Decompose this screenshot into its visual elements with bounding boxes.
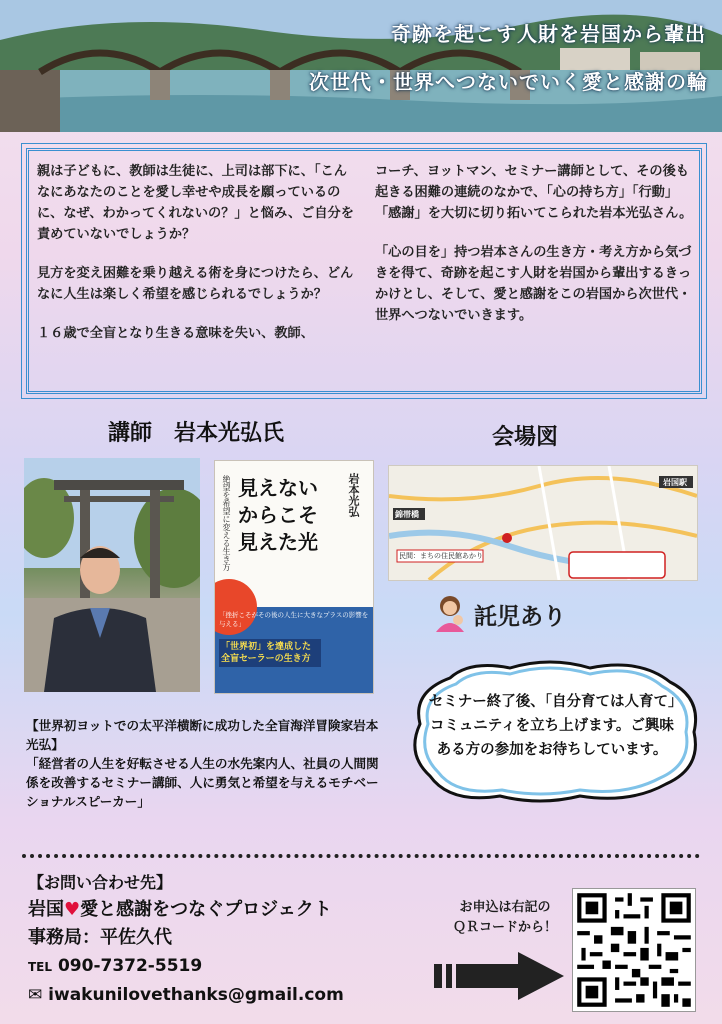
hero-headline: 奇跡を起こす人財を岩国から輩出 — [391, 22, 706, 46]
contact-heading: 【お問い合わせ先】 — [28, 873, 173, 892]
intro-paragraph: 「心の目を」持つ岩本さんの生き方・考え方から気づきを得て、奇跡を起こす人財を岩国から輩出するきっかけとし、そして、愛と感謝をこの岩国から次世代・世界へつないでいきます。 — [375, 245, 692, 323]
apply-note — [430, 898, 580, 938]
book-cover — [214, 460, 374, 694]
phone-number[interactable]: 090-7372-5519 — [57, 956, 203, 976]
email-line — [28, 981, 344, 1009]
email-address[interactable]: iwakunilovethanks@gmail.com — [48, 985, 344, 1005]
intro-paragraph: コーチ、ヨットマン、セミナー講師として、その後も起きる困難の連続のなかで、「心の持ち方」「行動」「感謝」を大切に切り拓いてこられた岩本光弘さん。 — [375, 164, 693, 221]
org-prefix: 岩国 — [28, 899, 64, 920]
map-label-venue: 錦帯橋 — [395, 510, 419, 519]
venue-title: 会場図 — [492, 425, 559, 450]
book-subtitle: 絶望を希望に変える生き方 — [222, 475, 231, 571]
childcare-text: セミナー終了後、「自分育ては人育て」コミュニティを立ち上げます。ご興味ある方の参加をお待ちしています。 — [428, 694, 676, 758]
lecturer-title: 講師 岩本光弘氏 — [108, 421, 285, 446]
office-contact: 事務局：平佐久代 — [28, 927, 172, 948]
intro-right-column — [375, 161, 693, 344]
book-note: 「挫折こそがその後の人生に大きなプラスの影響を与える」 — [219, 611, 369, 628]
map-label-spot: 民間：まちの住民館あかり — [399, 552, 483, 560]
intro-left-column — [37, 161, 357, 362]
organization-name — [28, 896, 344, 924]
childcare-icon — [430, 592, 470, 632]
bio-title: 【世界初ヨットでの太平洋横断に成功した全盲海洋冒険家岩本光弘】 — [26, 718, 379, 752]
book-author: 岩本光弘 — [347, 473, 360, 517]
contact-block — [28, 870, 344, 1009]
tel-label: TEL — [28, 960, 53, 974]
qr-code-pattern — [573, 889, 695, 1011]
arrow-right-icon — [434, 950, 566, 1002]
bio-description: 「経営者の人生を好転させる人生の水先案内人、社員の人間関係を改善するセミナー講師、人に勇気と希望を与えるモチベーショナルスピーカー」 — [26, 756, 379, 809]
mail-icon: ✉ — [28, 985, 43, 1005]
hero-banner — [0, 0, 722, 132]
lecturer-photo — [24, 458, 200, 692]
dotted-divider — [22, 854, 700, 858]
childcare-title: 託児あり — [474, 604, 566, 630]
book-title: 見えないからこそ見えた光 — [238, 476, 318, 554]
qr-code[interactable] — [572, 888, 696, 1012]
heart-icon: ♥ — [64, 899, 81, 920]
intro-paragraph: 見方を変え困難を乗り越える術を身につけたら、どんなに人生は楽しく希望を感じられるでしょうか？ — [37, 266, 354, 302]
apply-line: ＱＲコードから！ — [452, 920, 557, 935]
org-suffix: 愛と感謝をつなぐプロジェクト — [80, 899, 332, 920]
lecturer-bio — [26, 716, 386, 811]
apply-line: お申込は右記の — [459, 900, 551, 915]
intro-paragraph: 親は子どもに、教師は生徒に、上司は部下に、「こんなにあなたのことを愛し幸せや成長を願っているのに、なぜ、わかってくれないの？」と悩み、ご自分を責めていないでしょうか？ — [37, 164, 354, 242]
intro-paragraph: １６歳で全盲となり生きる意味を失い、教師、 — [37, 326, 314, 341]
map-label-station: 岩国駅 — [663, 478, 687, 487]
venue-map — [388, 465, 698, 581]
book-band: 「世界初」を達成した全盲セーラーの生き方 — [219, 639, 321, 667]
intro-frame — [26, 148, 702, 394]
hero-subheadline: 次世代・世界へつないでいく愛と感謝の輪 — [309, 70, 708, 94]
phone-line — [28, 952, 344, 981]
